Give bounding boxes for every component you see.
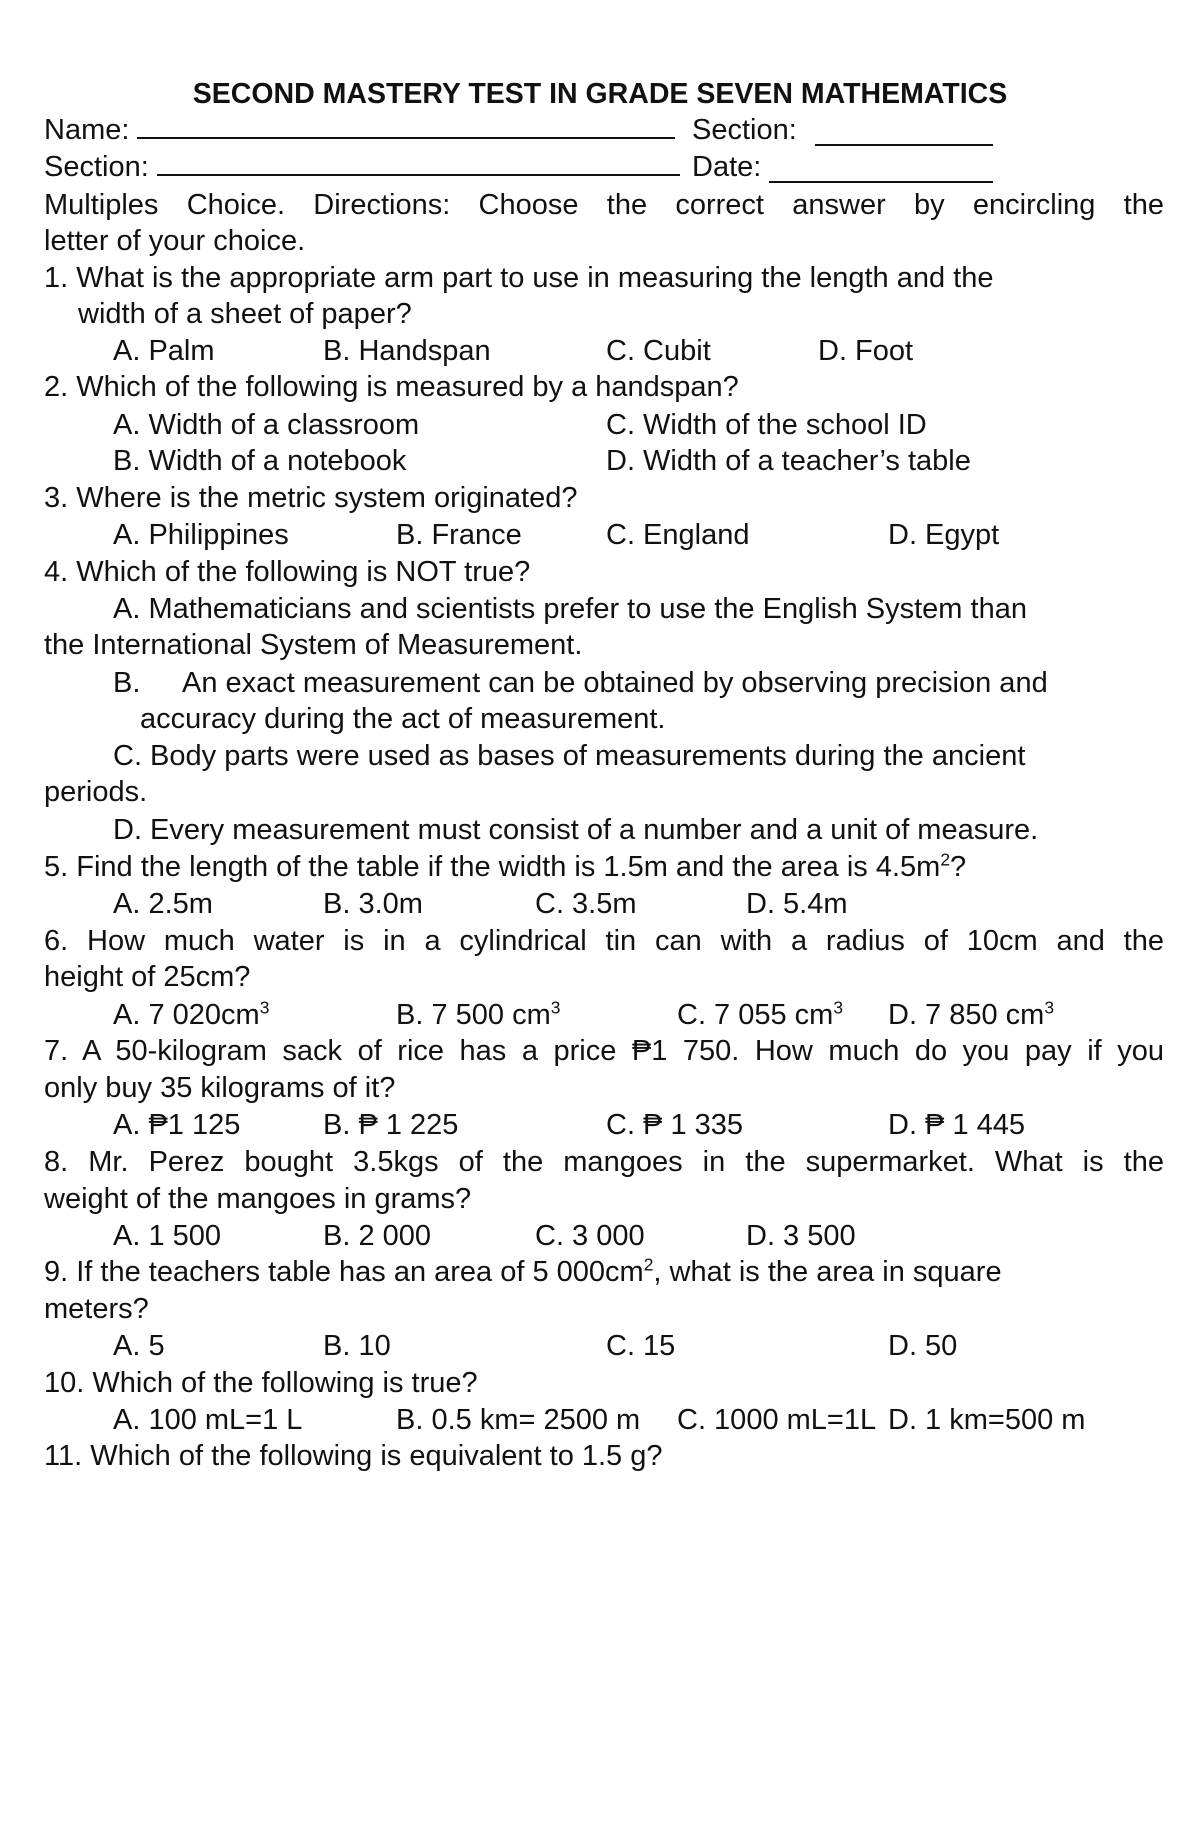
name-row xyxy=(44,110,1164,150)
q4-option-b-cont: accuracy during the act of measurement. xyxy=(140,703,666,735)
q4-option-d[interactable]: D. Every measurement must consist of a number and a unit of measure. xyxy=(113,814,1039,846)
question-6-text: 6. How much water is in a cylindrical tin can with a radius of 10cm and the xyxy=(44,925,1164,957)
page-title: SECOND MASTERY TEST IN GRADE SEVEN MATHEMATICS xyxy=(192,78,1008,110)
q3-option-d[interactable]: D. Egypt xyxy=(888,519,1000,551)
q7-option-b[interactable]: B. ₱ 1 225 xyxy=(323,1109,459,1141)
section-blank[interactable] xyxy=(157,148,680,176)
question-8-options xyxy=(0,1216,1200,1256)
q10-option-c[interactable]: C. 1000 mL=1L xyxy=(677,1404,877,1436)
q1-option-c[interactable]: C. Cubit xyxy=(606,335,711,367)
q4-option-c[interactable]: C. Body parts were used as bases of measurements during the ancient xyxy=(113,740,1026,772)
q2-option-b[interactable]: B. Width of a notebook xyxy=(113,445,407,477)
question-4-text: 4. Which of the following is NOT true? xyxy=(44,556,531,588)
question-2-text: 2. Which of the following is measured by a handspan? xyxy=(44,371,739,403)
question-6-options xyxy=(0,995,1200,1035)
q7-option-a[interactable]: A. ₱1 125 xyxy=(113,1109,241,1141)
q5-option-d[interactable]: D. 5.4m xyxy=(746,888,848,920)
q9-text-part-2: , what is the area in square xyxy=(653,1256,1002,1288)
q9-text-part-1: 9. If the teachers table has an area of 5 000cm xyxy=(44,1256,644,1288)
question-5-options xyxy=(0,884,1200,924)
q8-option-d[interactable]: D. 3 500 xyxy=(746,1220,856,1252)
question-10-options xyxy=(0,1400,1200,1440)
q4-option-a-cont: the International System of Measurement. xyxy=(44,629,583,661)
q9-option-a[interactable]: A. 5 xyxy=(113,1330,165,1362)
q3-option-b[interactable]: B. France xyxy=(396,519,522,551)
q10-option-d[interactable]: D. 1 km=500 m xyxy=(888,1404,1086,1436)
section-label-top: Section: xyxy=(692,114,797,146)
question-1-text: 1. What is the appropriate arm part to use in measuring the length and the xyxy=(44,262,994,294)
question-7-text: 7. A 50-kilogram sack of rice has a price ₱1 750. How much do you pay if you xyxy=(44,1035,1164,1067)
question-7-options xyxy=(0,1105,1200,1145)
name-label: Name: xyxy=(44,114,130,146)
q6-option-a-label: A. 7 020cm xyxy=(113,999,260,1031)
q5-text-main: 5. Find the length of the table if the width is 1.5m and the area is 4.5m xyxy=(44,851,941,883)
q4-option-c-cont: periods. xyxy=(44,776,148,808)
section-blank-top[interactable] xyxy=(815,118,993,146)
q10-option-b[interactable]: B. 0.5 km= 2500 m xyxy=(396,1404,641,1436)
question-9-text-cont: meters? xyxy=(44,1293,149,1325)
q4-option-b-row xyxy=(0,663,1200,703)
q7-option-d[interactable]: D. ₱ 1 445 xyxy=(888,1109,1026,1141)
date-label: Date: xyxy=(692,151,762,183)
question-6-text-cont: height of 25cm? xyxy=(44,961,251,993)
q3-option-a[interactable]: A. Philippines xyxy=(113,519,289,551)
question-8-text: 8. Mr. Perez bought 3.5kgs of the mangoes in the supermarket. What is the xyxy=(44,1146,1164,1178)
q6-option-d-label: D. 7 850 cm xyxy=(888,999,1045,1031)
section-row xyxy=(44,147,1164,187)
question-2-options-row-1 xyxy=(0,405,1200,445)
q2-option-c[interactable]: C. Width of the school ID xyxy=(606,409,927,441)
q6-option-d-exp: 3 xyxy=(1044,997,1055,1018)
q1-option-d[interactable]: D. Foot xyxy=(818,335,914,367)
directions-line-2: letter of your choice. xyxy=(44,225,306,257)
question-1-options xyxy=(0,331,1200,371)
q1-option-b[interactable]: B. Handspan xyxy=(323,335,491,367)
q5-option-c[interactable]: C. 3.5m xyxy=(535,888,637,920)
name-blank[interactable] xyxy=(137,111,675,139)
q9-option-c[interactable]: C. 15 xyxy=(606,1330,676,1362)
q9-option-d[interactable]: D. 50 xyxy=(888,1330,958,1362)
question-2-options-row-2 xyxy=(0,441,1200,481)
q4-option-a[interactable]: A. Mathematicians and scientists prefer to use the English System than xyxy=(113,593,1027,625)
q2-option-d[interactable]: D. Width of a teacher’s table xyxy=(606,445,971,477)
q6-option-b-exp: 3 xyxy=(550,997,561,1018)
date-blank[interactable] xyxy=(769,155,993,183)
q9-option-b[interactable]: B. 10 xyxy=(323,1330,391,1362)
question-9-text xyxy=(44,1252,1164,1292)
q6-option-a-exp: 3 xyxy=(259,997,270,1018)
q9-exponent: 2 xyxy=(643,1254,654,1275)
section-label: Section: xyxy=(44,151,149,183)
q6-option-d[interactable] xyxy=(888,995,1200,1035)
q5-option-b[interactable]: B. 3.0m xyxy=(323,888,423,920)
question-8-text-cont: weight of the mangoes in grams? xyxy=(44,1183,472,1215)
question-5-text xyxy=(44,847,1164,887)
q8-option-a[interactable]: A. 1 500 xyxy=(113,1220,222,1252)
question-3-text: 3. Where is the metric system originated? xyxy=(44,482,578,514)
q6-option-b-label: B. 7 500 cm xyxy=(396,999,551,1031)
directions-line-1: Multiples Choice. Directions: Choose the correct answer by encircling the xyxy=(44,189,1164,221)
question-1-text-cont: width of a sheet of paper? xyxy=(78,298,412,330)
question-3-options xyxy=(0,515,1200,555)
question-11-text: 11. Which of the following is equivalent to 1.5 g? xyxy=(44,1440,663,1472)
q6-option-c-exp: 3 xyxy=(833,997,844,1018)
question-7-text-cont: only buy 35 kilograms of it? xyxy=(44,1072,396,1104)
q2-option-a[interactable]: A. Width of a classroom xyxy=(113,409,420,441)
q9-text-main xyxy=(44,1252,1002,1292)
q4-option-b-letter[interactable]: B. xyxy=(113,667,141,699)
q7-option-c[interactable]: C. ₱ 1 335 xyxy=(606,1109,744,1141)
question-10-text: 10. Which of the following is true? xyxy=(44,1367,478,1399)
q5-text-tail: ? xyxy=(949,851,967,883)
q5-exponent: 2 xyxy=(940,849,950,870)
q10-option-a[interactable]: A. 100 mL=1 L xyxy=(113,1404,303,1436)
q3-option-c[interactable]: C. England xyxy=(606,519,750,551)
q4-option-b[interactable]: An exact measurement can be obtained by observing precision and xyxy=(182,667,1048,699)
q1-option-a[interactable]: A. Palm xyxy=(113,335,215,367)
q8-option-c[interactable]: C. 3 000 xyxy=(535,1220,645,1252)
q5-option-a[interactable]: A. 2.5m xyxy=(113,888,213,920)
question-9-options xyxy=(0,1326,1200,1366)
q8-option-b[interactable]: B. 2 000 xyxy=(323,1220,432,1252)
q6-option-c-label: C. 7 055 cm xyxy=(677,999,834,1031)
